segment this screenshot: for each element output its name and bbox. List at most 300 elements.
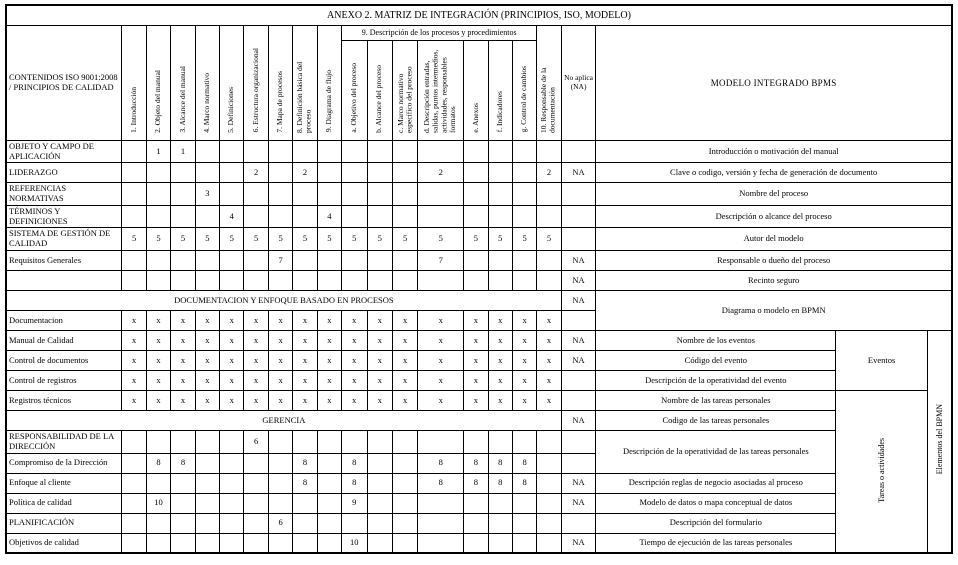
column-header-5-text: 5. Definiciones bbox=[226, 86, 236, 133]
matrix-cell bbox=[220, 473, 244, 493]
matrix-cell bbox=[244, 183, 268, 206]
matrix-cell: x bbox=[317, 391, 341, 411]
row-label: OBJETO Y CAMPO DE APLICACIÓN bbox=[6, 140, 122, 163]
matrix-cell: 2 bbox=[293, 163, 317, 183]
matrix-cell: x bbox=[317, 371, 341, 391]
matrix-cell bbox=[293, 271, 317, 291]
matrix-cell bbox=[171, 251, 195, 271]
row-label: REFERENCIAS NORMATIVAS bbox=[6, 183, 122, 206]
matrix-cell: 5 bbox=[244, 228, 268, 251]
column-header-10-text: 10. Responsable de la documentación bbox=[539, 67, 558, 133]
matrix-cell bbox=[488, 251, 512, 271]
matrix-cell: 5 bbox=[122, 228, 146, 251]
matrix-cell: x bbox=[537, 351, 561, 371]
na-cell bbox=[561, 205, 596, 228]
column-header-3 bbox=[171, 25, 195, 140]
page-title: ANEXO 2. MATRIZ DE INTEGRACIÓN (PRINCIPIOS, ISO, MODELO) bbox=[6, 5, 952, 25]
matrix-cell bbox=[268, 183, 292, 206]
column-header-10 bbox=[537, 25, 561, 140]
matrix-cell bbox=[171, 493, 195, 513]
column-header-7 bbox=[268, 25, 292, 140]
matrix-cell: 7 bbox=[418, 251, 464, 271]
matrix-cell bbox=[392, 205, 417, 228]
matrix-cell: x bbox=[512, 311, 536, 331]
bpmn-elements-cell bbox=[927, 331, 952, 554]
matrix-cell bbox=[122, 183, 146, 206]
matrix-cell bbox=[220, 163, 244, 183]
matrix-cell bbox=[146, 473, 170, 493]
matrix-cell: x bbox=[195, 391, 219, 411]
matrix-cell bbox=[392, 140, 417, 163]
header-group-9: 9. Descripción de los procesos y procedimientos bbox=[342, 25, 537, 40]
na-cell: NA bbox=[561, 533, 596, 553]
matrix-cell: 10 bbox=[342, 533, 367, 553]
matrix-cell bbox=[293, 183, 317, 206]
bpms-row-cell: Nombre de los eventos bbox=[596, 331, 836, 351]
matrix-cell bbox=[392, 473, 417, 493]
na-cell: NA bbox=[561, 251, 596, 271]
matrix-cell bbox=[268, 140, 292, 163]
matrix-cell bbox=[418, 183, 464, 206]
matrix-cell bbox=[317, 271, 341, 291]
matrix-cell bbox=[171, 513, 195, 533]
matrix-cell: x bbox=[122, 371, 146, 391]
matrix-cell: x bbox=[220, 311, 244, 331]
column-header-g bbox=[512, 40, 536, 140]
matrix-cell: x bbox=[244, 371, 268, 391]
matrix-cell bbox=[537, 251, 561, 271]
column-header-e bbox=[464, 40, 488, 140]
row-label: Requisitos Generales bbox=[6, 251, 122, 271]
matrix-cell: 2 bbox=[537, 163, 561, 183]
matrix-cell: x bbox=[146, 331, 170, 351]
matrix-cell bbox=[171, 205, 195, 228]
matrix-cell bbox=[146, 205, 170, 228]
matrix-cell: x bbox=[537, 331, 561, 351]
matrix-cell bbox=[488, 205, 512, 228]
na-cell: NA bbox=[561, 271, 596, 291]
column-header-a bbox=[342, 40, 367, 140]
matrix-cell: x bbox=[392, 311, 417, 331]
row-label: Documentacion bbox=[6, 311, 122, 331]
matrix-cell bbox=[392, 163, 417, 183]
matrix-cell bbox=[464, 431, 488, 454]
na-cell bbox=[561, 311, 596, 331]
matrix-cell bbox=[512, 431, 536, 454]
matrix-cell: x bbox=[464, 391, 488, 411]
matrix-cell bbox=[342, 163, 367, 183]
bpms-row-cell: Tiempo de ejecución de las tareas personales bbox=[596, 533, 836, 553]
matrix-cell bbox=[392, 453, 417, 473]
matrix-cell: x bbox=[317, 311, 341, 331]
matrix-cell: x bbox=[171, 371, 195, 391]
matrix-cell bbox=[195, 493, 219, 513]
matrix-cell: x bbox=[367, 311, 392, 331]
bpms-row-cell: Clave o codigo, versión y fecha de generación de documento bbox=[596, 163, 952, 183]
column-header-4-text: 4. Marco normativo bbox=[202, 72, 212, 133]
column-header-c-text: c. Marco normativo específico del proceso bbox=[395, 65, 414, 133]
matrix-cell: x bbox=[464, 371, 488, 391]
na-cell bbox=[561, 183, 596, 206]
matrix-cell bbox=[146, 533, 170, 553]
row-label: SISTEMA DE GESTIÓN DE CALIDAD bbox=[6, 228, 122, 251]
column-header-c bbox=[392, 40, 417, 140]
matrix-cell bbox=[367, 453, 392, 473]
matrix-cell: x bbox=[220, 371, 244, 391]
table-row bbox=[6, 205, 952, 228]
matrix-cell bbox=[293, 533, 317, 553]
na-cell: NA bbox=[561, 351, 596, 371]
matrix-cell: x bbox=[418, 311, 464, 331]
matrix-cell bbox=[268, 271, 292, 291]
matrix-cell: 5 bbox=[171, 228, 195, 251]
bpms-row-cell: Introducción o motivación del manual bbox=[596, 140, 952, 163]
matrix-cell bbox=[171, 473, 195, 493]
matrix-cell bbox=[464, 205, 488, 228]
matrix-cell: x bbox=[488, 331, 512, 351]
row-label: Objetivos de calidad bbox=[6, 533, 122, 553]
row-label: Registros técnicos bbox=[6, 391, 122, 411]
matrix-cell: 8 bbox=[293, 473, 317, 493]
matrix-cell bbox=[464, 251, 488, 271]
matrix-cell bbox=[268, 163, 292, 183]
matrix-cell bbox=[122, 271, 146, 291]
matrix-cell: x bbox=[146, 351, 170, 371]
matrix-cell bbox=[122, 205, 146, 228]
bpms-group-cell: Eventos bbox=[836, 331, 928, 391]
matrix-cell bbox=[122, 533, 146, 553]
matrix-cell bbox=[367, 533, 392, 553]
matrix-cell: x bbox=[317, 351, 341, 371]
matrix-cell bbox=[122, 513, 146, 533]
matrix-cell: x bbox=[392, 391, 417, 411]
matrix-cell: 5 bbox=[392, 228, 417, 251]
matrix-cell: x bbox=[244, 391, 268, 411]
matrix-cell bbox=[418, 493, 464, 513]
column-header-2 bbox=[146, 25, 170, 140]
matrix-cell bbox=[537, 271, 561, 291]
header-no-aplica: No aplica (NA) bbox=[561, 25, 596, 140]
matrix-cell: x bbox=[146, 311, 170, 331]
matrix-cell bbox=[317, 513, 341, 533]
bpms-row-cell: Descripción de la operatividad de las tareas personales bbox=[596, 431, 836, 474]
matrix-cell bbox=[122, 251, 146, 271]
matrix-cell: x bbox=[392, 351, 417, 371]
matrix-cell bbox=[367, 431, 392, 454]
matrix-cell bbox=[342, 205, 367, 228]
header-bpms: MODELO INTEGRADO BPMS bbox=[596, 25, 952, 140]
table-row bbox=[6, 391, 952, 411]
table-row bbox=[6, 431, 952, 454]
matrix-cell bbox=[342, 271, 367, 291]
matrix-cell bbox=[317, 473, 341, 493]
matrix-cell: 6 bbox=[244, 431, 268, 454]
matrix-cell bbox=[220, 140, 244, 163]
matrix-cell bbox=[244, 271, 268, 291]
matrix-cell: 8 bbox=[488, 473, 512, 493]
matrix-cell: x bbox=[317, 331, 341, 351]
column-header-8 bbox=[293, 25, 317, 140]
matrix-cell: x bbox=[464, 311, 488, 331]
matrix-cell bbox=[392, 431, 417, 454]
na-cell: NA bbox=[561, 163, 596, 183]
column-header-8-text: 8. Definición básica del proceso bbox=[295, 61, 313, 133]
matrix-cell: x bbox=[195, 311, 219, 331]
matrix-cell bbox=[317, 140, 341, 163]
matrix-cell bbox=[268, 431, 292, 454]
column-header-d-text: d. Descripción entradas, salidas, puntos intermedios, actividades, responsables formatos bbox=[422, 49, 458, 133]
na-cell bbox=[561, 513, 596, 533]
matrix-cell bbox=[342, 251, 367, 271]
matrix-cell: 2 bbox=[418, 163, 464, 183]
matrix-cell bbox=[512, 205, 536, 228]
matrix-cell: 8 bbox=[512, 473, 536, 493]
matrix-cell bbox=[195, 271, 219, 291]
matrix-cell bbox=[512, 513, 536, 533]
matrix-cell: 5 bbox=[195, 228, 219, 251]
column-header-6 bbox=[244, 25, 268, 140]
matrix-cell bbox=[537, 473, 561, 493]
matrix-cell bbox=[464, 493, 488, 513]
matrix-cell: x bbox=[171, 331, 195, 351]
matrix-cell: 7 bbox=[268, 251, 292, 271]
matrix-cell bbox=[293, 513, 317, 533]
na-cell: NA bbox=[561, 331, 596, 351]
matrix-cell bbox=[392, 533, 417, 553]
matrix-cell bbox=[195, 205, 219, 228]
bpms-row-cell: Nombre del proceso bbox=[596, 183, 952, 206]
matrix-cell: x bbox=[220, 391, 244, 411]
bpms-row-cell: Código del evento bbox=[596, 351, 836, 371]
matrix-cell: 4 bbox=[220, 205, 244, 228]
matrix-cell: 5 bbox=[293, 228, 317, 251]
matrix-cell bbox=[195, 473, 219, 493]
matrix-cell bbox=[317, 163, 341, 183]
matrix-cell bbox=[317, 533, 341, 553]
column-header-5 bbox=[220, 25, 244, 140]
matrix-cell bbox=[220, 251, 244, 271]
bpms-row-cell: Nombre de las tareas personales bbox=[596, 391, 836, 411]
matrix-cell bbox=[268, 453, 292, 473]
matrix-cell: x bbox=[537, 391, 561, 411]
matrix-cell: 4 bbox=[317, 205, 341, 228]
matrix-cell bbox=[392, 251, 417, 271]
column-header-b bbox=[367, 40, 392, 140]
matrix-cell: x bbox=[464, 351, 488, 371]
matrix-cell: x bbox=[342, 391, 367, 411]
matrix-cell bbox=[464, 271, 488, 291]
matrix-cell bbox=[342, 431, 367, 454]
matrix-cell bbox=[220, 533, 244, 553]
na-cell: NA bbox=[561, 493, 596, 513]
matrix-cell: x bbox=[268, 331, 292, 351]
table-row bbox=[6, 271, 952, 291]
matrix-cell bbox=[171, 431, 195, 454]
matrix-cell bbox=[537, 493, 561, 513]
matrix-cell: 5 bbox=[220, 228, 244, 251]
matrix-cell bbox=[220, 183, 244, 206]
matrix-cell: 9 bbox=[342, 493, 367, 513]
column-header-3-text: 3. Alcance del manual bbox=[177, 65, 187, 133]
column-header-f bbox=[488, 40, 512, 140]
matrix-cell: x bbox=[342, 311, 367, 331]
matrix-cell bbox=[488, 183, 512, 206]
matrix-cell bbox=[244, 513, 268, 533]
integration-matrix-table bbox=[5, 4, 953, 554]
matrix-cell: x bbox=[268, 391, 292, 411]
matrix-cell bbox=[464, 533, 488, 553]
matrix-cell: 5 bbox=[317, 228, 341, 251]
na-cell: NA bbox=[561, 473, 596, 493]
row-label: RESPONSABILIDAD DE LA DIRECCIÓN bbox=[6, 431, 122, 454]
matrix-cell: x bbox=[146, 391, 170, 411]
matrix-cell: x bbox=[293, 311, 317, 331]
matrix-cell bbox=[195, 140, 219, 163]
column-header-6-text: 6. Estructura organizacional bbox=[250, 48, 260, 133]
row-label bbox=[6, 271, 122, 291]
matrix-cell bbox=[195, 163, 219, 183]
matrix-cell bbox=[195, 251, 219, 271]
matrix-cell bbox=[367, 513, 392, 533]
table-row bbox=[6, 473, 952, 493]
matrix-cell bbox=[512, 140, 536, 163]
na-cell bbox=[561, 228, 596, 251]
matrix-cell bbox=[268, 493, 292, 513]
table-row bbox=[6, 371, 952, 391]
row-label: Manual de Calidad bbox=[6, 331, 122, 351]
row-label: Enfoque al cliente bbox=[6, 473, 122, 493]
matrix-cell: x bbox=[367, 391, 392, 411]
matrix-cell: 8 bbox=[488, 453, 512, 473]
matrix-cell bbox=[220, 493, 244, 513]
column-header-f-text: f. Indicadores bbox=[494, 91, 504, 133]
matrix-cell: x bbox=[293, 391, 317, 411]
matrix-cell bbox=[512, 163, 536, 183]
column-header-4 bbox=[195, 25, 219, 140]
matrix-cell: 1 bbox=[146, 140, 170, 163]
row-label: LIDERAZGO bbox=[6, 163, 122, 183]
matrix-cell: x bbox=[122, 331, 146, 351]
bpms-row-cell: Responsable o dueño del proceso bbox=[596, 251, 952, 271]
matrix-cell: x bbox=[146, 371, 170, 391]
column-header-7-text: 7. Mapa de procesos bbox=[275, 70, 285, 133]
matrix-cell: x bbox=[244, 311, 268, 331]
matrix-cell bbox=[244, 493, 268, 513]
matrix-cell bbox=[146, 183, 170, 206]
matrix-cell bbox=[220, 513, 244, 533]
matrix-cell: 5 bbox=[268, 228, 292, 251]
matrix-cell: x bbox=[392, 371, 417, 391]
matrix-cell: x bbox=[171, 311, 195, 331]
matrix-cell bbox=[392, 513, 417, 533]
matrix-cell bbox=[293, 140, 317, 163]
matrix-cell bbox=[367, 493, 392, 513]
header-left-label: CONTENIDOS ISO 9001:2008 / PRINCIPIOS DE CALIDAD bbox=[6, 25, 122, 140]
matrix-cell: x bbox=[418, 331, 464, 351]
matrix-cell bbox=[512, 183, 536, 206]
table-row bbox=[6, 140, 952, 163]
matrix-cell bbox=[268, 205, 292, 228]
matrix-cell: 10 bbox=[146, 493, 170, 513]
matrix-cell bbox=[367, 473, 392, 493]
matrix-cell bbox=[244, 140, 268, 163]
bpms-row-cell: Recinto seguro bbox=[596, 271, 952, 291]
row-label: TÉRMINOS Y DEFINICIONES bbox=[6, 205, 122, 228]
matrix-cell: x bbox=[512, 371, 536, 391]
matrix-cell: x bbox=[488, 351, 512, 371]
matrix-cell bbox=[195, 453, 219, 473]
matrix-cell bbox=[392, 271, 417, 291]
bpms-row-cell: Modelo de datos o mapa conceptual de datos bbox=[596, 493, 836, 513]
matrix-cell bbox=[464, 183, 488, 206]
matrix-cell bbox=[220, 431, 244, 454]
matrix-cell bbox=[195, 431, 219, 454]
bpms-row-cell: Descripción del formulario bbox=[596, 513, 836, 533]
matrix-cell bbox=[268, 473, 292, 493]
column-header-2-text: 2. Objeto del manual bbox=[153, 69, 163, 133]
table-row bbox=[6, 183, 952, 206]
na-cell bbox=[561, 140, 596, 163]
matrix-cell bbox=[488, 431, 512, 454]
matrix-cell: 5 bbox=[537, 228, 561, 251]
matrix-cell: 8 bbox=[512, 453, 536, 473]
matrix-cell: x bbox=[171, 391, 195, 411]
column-header-9-text: 9. Diagrama de flujo bbox=[324, 70, 334, 133]
matrix-cell: x bbox=[537, 371, 561, 391]
matrix-cell: 5 bbox=[488, 228, 512, 251]
matrix-cell bbox=[244, 533, 268, 553]
matrix-cell bbox=[488, 533, 512, 553]
matrix-cell bbox=[244, 473, 268, 493]
matrix-cell bbox=[122, 493, 146, 513]
matrix-cell: 5 bbox=[464, 228, 488, 251]
table-row bbox=[6, 351, 952, 371]
table-row bbox=[6, 291, 952, 311]
matrix-cell bbox=[464, 140, 488, 163]
matrix-cell bbox=[146, 163, 170, 183]
matrix-cell bbox=[512, 533, 536, 553]
matrix-cell: x bbox=[488, 371, 512, 391]
matrix-cell bbox=[392, 183, 417, 206]
matrix-cell: x bbox=[512, 391, 536, 411]
matrix-cell: x bbox=[418, 371, 464, 391]
matrix-cell bbox=[418, 271, 464, 291]
matrix-cell bbox=[171, 183, 195, 206]
matrix-cell bbox=[367, 205, 392, 228]
matrix-cell: x bbox=[342, 371, 367, 391]
table-row bbox=[6, 228, 952, 251]
row-label: Control de documentos bbox=[6, 351, 122, 371]
matrix-cell bbox=[195, 533, 219, 553]
row-label: Control de registros bbox=[6, 371, 122, 391]
matrix-cell: x bbox=[244, 351, 268, 371]
matrix-cell bbox=[392, 493, 417, 513]
bpmn-elements-cell-text: Elementos del BPMN bbox=[934, 403, 944, 474]
bpms-row-cell: Diagrama o modelo en BPMN bbox=[596, 291, 952, 331]
matrix-cell bbox=[317, 183, 341, 206]
matrix-cell: x bbox=[220, 331, 244, 351]
matrix-cell bbox=[367, 183, 392, 206]
matrix-cell bbox=[342, 513, 367, 533]
matrix-cell: x bbox=[367, 371, 392, 391]
matrix-cell bbox=[464, 163, 488, 183]
matrix-cell: x bbox=[244, 331, 268, 351]
matrix-cell: 5 bbox=[367, 228, 392, 251]
matrix-cell bbox=[171, 163, 195, 183]
bpms-row-cell: Codigo de las tareas personales bbox=[596, 411, 836, 431]
matrix-cell: x bbox=[268, 311, 292, 331]
column-header-d bbox=[418, 40, 464, 140]
